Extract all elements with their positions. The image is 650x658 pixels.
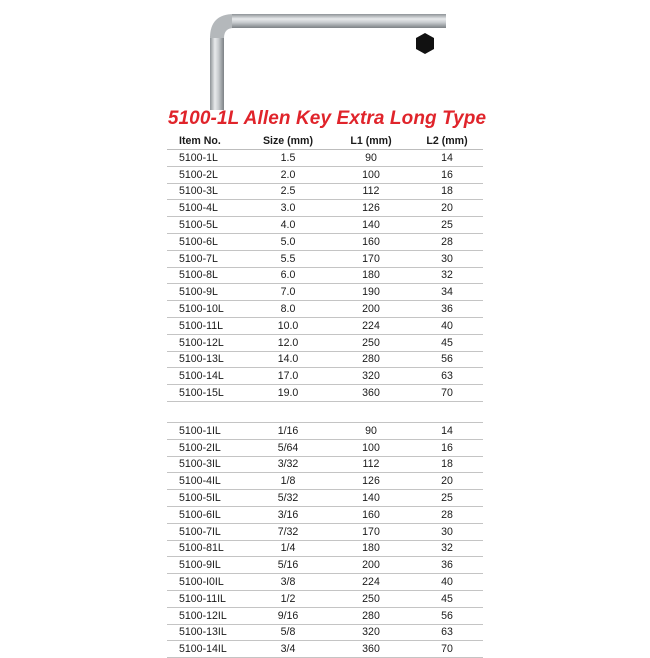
table-row <box>167 490 483 507</box>
cell-l1: 360 <box>331 385 411 402</box>
cell-l2: 45 <box>411 590 483 607</box>
table-row <box>167 590 483 607</box>
cell-size: 5/32 <box>245 490 331 507</box>
cell-l2: 45 <box>411 334 483 351</box>
cell-l2: 30 <box>411 523 483 540</box>
cell-size: 2.0 <box>245 166 331 183</box>
cell-item-no: 5100-4L <box>167 200 245 217</box>
table-row <box>167 150 483 167</box>
cell-l2: 63 <box>411 368 483 385</box>
cell-size: 5.0 <box>245 233 331 250</box>
cell-size: 3/8 <box>245 574 331 591</box>
cell-size: 5/64 <box>245 439 331 456</box>
cell-size: 17.0 <box>245 368 331 385</box>
cell-l2: 14 <box>411 422 483 439</box>
table-row <box>167 506 483 523</box>
cell-l1: 126 <box>331 200 411 217</box>
cell-item-no: 5100-1L <box>167 150 245 167</box>
cell-l1: 140 <box>331 490 411 507</box>
cell-l1: 170 <box>331 523 411 540</box>
cell-l2: 70 <box>411 385 483 402</box>
cell-size: 10.0 <box>245 317 331 334</box>
cell-item-no: 5100-7IL <box>167 523 245 540</box>
table-header-row <box>167 132 483 150</box>
cell-size: 7.0 <box>245 284 331 301</box>
cell-l2: 40 <box>411 317 483 334</box>
cell-l2: 70 <box>411 641 483 658</box>
table-row <box>167 166 483 183</box>
col-size: Size (mm) <box>245 132 331 150</box>
allen-key-illustration <box>200 6 460 116</box>
cell-item-no: 5100-2L <box>167 166 245 183</box>
cell-l2: 20 <box>411 473 483 490</box>
cell-item-no: 5100-9L <box>167 284 245 301</box>
cell-l1: 280 <box>331 607 411 624</box>
cell-l2: 18 <box>411 456 483 473</box>
cell-item-no: 5100-11L <box>167 317 245 334</box>
cell-item-no: 5100-15L <box>167 385 245 402</box>
col-item-no: Item No. <box>167 132 245 150</box>
cell-item-no: 5100-13IL <box>167 624 245 641</box>
section-spacer <box>167 401 483 422</box>
cell-l1: 200 <box>331 301 411 318</box>
cell-l2: 32 <box>411 540 483 557</box>
cell-size: 14.0 <box>245 351 331 368</box>
table-row <box>167 200 483 217</box>
cell-item-no: 5100-12IL <box>167 607 245 624</box>
cell-l2: 56 <box>411 607 483 624</box>
table-row <box>167 456 483 473</box>
table-row <box>167 624 483 641</box>
table-row <box>167 284 483 301</box>
cell-l2: 32 <box>411 267 483 284</box>
cell-l1: 280 <box>331 351 411 368</box>
cell-item-no: 5100-I0IL <box>167 574 245 591</box>
cell-l1: 170 <box>331 250 411 267</box>
cell-size: 19.0 <box>245 385 331 402</box>
cell-l1: 180 <box>331 267 411 284</box>
cell-size: 2.5 <box>245 183 331 200</box>
cell-item-no: 5100-5L <box>167 217 245 234</box>
cell-size: 7/32 <box>245 523 331 540</box>
cell-l1: 100 <box>331 439 411 456</box>
cell-size: 3/4 <box>245 641 331 658</box>
table-row <box>167 301 483 318</box>
cell-l1: 112 <box>331 183 411 200</box>
cell-item-no: 5100-14L <box>167 368 245 385</box>
cell-size: 3/32 <box>245 456 331 473</box>
table-row <box>167 607 483 624</box>
cell-l1: 224 <box>331 317 411 334</box>
cell-l1: 112 <box>331 456 411 473</box>
metric-rows <box>167 150 483 402</box>
cell-l1: 160 <box>331 506 411 523</box>
cell-l2: 25 <box>411 217 483 234</box>
cell-item-no: 5100-3L <box>167 183 245 200</box>
cell-size: 9/16 <box>245 607 331 624</box>
cell-size: 1/2 <box>245 590 331 607</box>
cell-item-no: 5100-7L <box>167 250 245 267</box>
table-row <box>167 317 483 334</box>
cell-l1: 126 <box>331 473 411 490</box>
table-row <box>167 368 483 385</box>
cell-l2: 36 <box>411 301 483 318</box>
cell-l1: 250 <box>331 334 411 351</box>
inch-rows <box>167 422 483 657</box>
cell-l2: 40 <box>411 574 483 591</box>
cell-l2: 14 <box>411 150 483 167</box>
cell-l1: 100 <box>331 166 411 183</box>
cell-size: 5/8 <box>245 624 331 641</box>
cell-size: 6.0 <box>245 267 331 284</box>
table-row <box>167 641 483 658</box>
cell-l2: 28 <box>411 506 483 523</box>
cell-l1: 140 <box>331 217 411 234</box>
allen-key-long-arm <box>232 14 446 28</box>
cell-size: 3.0 <box>245 200 331 217</box>
cell-l2: 25 <box>411 490 483 507</box>
cell-l2: 20 <box>411 200 483 217</box>
cell-size: 8.0 <box>245 301 331 318</box>
cell-l2: 36 <box>411 557 483 574</box>
table-row <box>167 574 483 591</box>
cell-item-no: 5100-3IL <box>167 456 245 473</box>
cell-size: 4.0 <box>245 217 331 234</box>
table-row <box>167 334 483 351</box>
cell-l2: 18 <box>411 183 483 200</box>
table-row <box>167 540 483 557</box>
cell-l1: 90 <box>331 422 411 439</box>
allen-key-short-leg <box>210 36 224 110</box>
cell-l2: 16 <box>411 439 483 456</box>
table-row <box>167 557 483 574</box>
cell-l1: 160 <box>331 233 411 250</box>
cell-item-no: 5100-81L <box>167 540 245 557</box>
cell-item-no: 5100-8L <box>167 267 245 284</box>
col-l2: L2 (mm) <box>411 132 483 150</box>
cell-l1: 320 <box>331 368 411 385</box>
table-row <box>167 473 483 490</box>
cell-item-no: 5100-4IL <box>167 473 245 490</box>
table-row <box>167 250 483 267</box>
table-row <box>167 385 483 402</box>
cell-l2: 63 <box>411 624 483 641</box>
table-row <box>167 422 483 439</box>
table-row <box>167 217 483 234</box>
page-title: 5100-1L Allen Key Extra Long Type <box>167 108 487 129</box>
table-row <box>167 267 483 284</box>
cell-size: 3/16 <box>245 506 331 523</box>
cell-size: 1/4 <box>245 540 331 557</box>
cell-l2: 30 <box>411 250 483 267</box>
cell-item-no: 5100-5IL <box>167 490 245 507</box>
cell-item-no: 5100-12L <box>167 334 245 351</box>
cell-l1: 360 <box>331 641 411 658</box>
cell-l2: 16 <box>411 166 483 183</box>
table-row <box>167 439 483 456</box>
cell-l2: 56 <box>411 351 483 368</box>
cell-size: 5.5 <box>245 250 331 267</box>
cell-l1: 180 <box>331 540 411 557</box>
table-row <box>167 233 483 250</box>
allen-key-bend <box>210 14 234 38</box>
cell-item-no: 5100-9IL <box>167 557 245 574</box>
table-row <box>167 183 483 200</box>
cell-l1: 200 <box>331 557 411 574</box>
cell-item-no: 5100-14IL <box>167 641 245 658</box>
cell-item-no: 5100-13L <box>167 351 245 368</box>
cell-l1: 320 <box>331 624 411 641</box>
cell-size: 1/16 <box>245 422 331 439</box>
cell-item-no: 5100-6L <box>167 233 245 250</box>
spec-table <box>167 132 483 658</box>
cell-item-no: 5100-11IL <box>167 590 245 607</box>
cell-l2: 34 <box>411 284 483 301</box>
cell-l1: 224 <box>331 574 411 591</box>
cell-item-no: 5100-10L <box>167 301 245 318</box>
cell-item-no: 5100-6IL <box>167 506 245 523</box>
cell-size: 1/8 <box>245 473 331 490</box>
table-row <box>167 523 483 540</box>
cell-l2: 28 <box>411 233 483 250</box>
cell-size: 1.5 <box>245 150 331 167</box>
cell-l1: 90 <box>331 150 411 167</box>
col-l1: L1 (mm) <box>331 132 411 150</box>
spacer-row <box>167 401 483 422</box>
cell-item-no: 5100-2IL <box>167 439 245 456</box>
hex-end-icon <box>416 33 434 54</box>
cell-size: 5/16 <box>245 557 331 574</box>
cell-l1: 250 <box>331 590 411 607</box>
table-row <box>167 351 483 368</box>
cell-item-no: 5100-1IL <box>167 422 245 439</box>
cell-size: 12.0 <box>245 334 331 351</box>
cell-l1: 190 <box>331 284 411 301</box>
